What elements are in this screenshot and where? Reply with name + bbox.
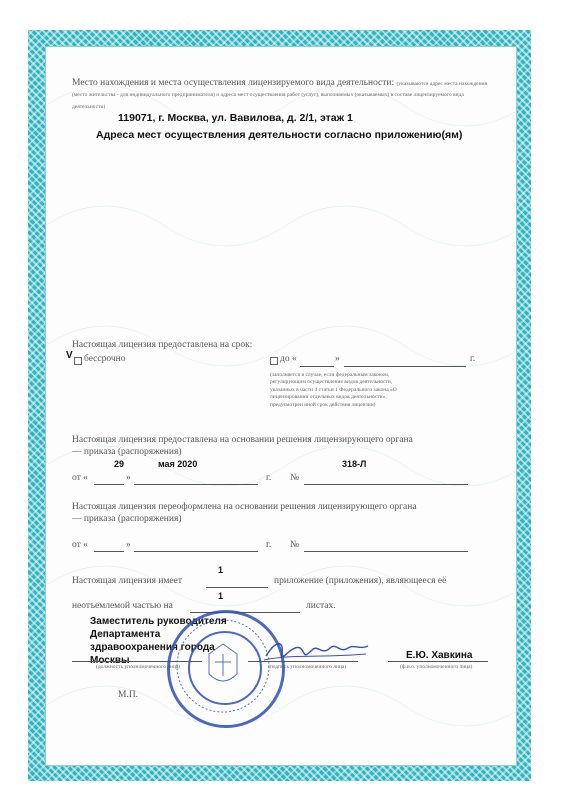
reissue-label-line1: Настоящая лицензия переоформлена на основании решения лицензирующего органа <box>72 502 417 512</box>
basis-date-line <box>134 484 258 485</box>
reissue-year-suffix: г. <box>266 540 272 550</box>
until-date-line <box>344 366 466 367</box>
until-day-line <box>300 366 334 367</box>
signatory-position-line3: здравоохранения города <box>90 642 215 653</box>
basis-month-year: мая 2020 <box>158 459 198 469</box>
basis-day-line <box>94 484 124 485</box>
address: 119071, г. Москва, ул. Вавилова, д. 2/1, этаж 1 <box>118 112 353 124</box>
seal-emblem-icon <box>167 610 279 722</box>
reissue-quote-close: » <box>126 540 131 550</box>
position-caption: (должность уполномоченного лица) <box>96 664 181 670</box>
signatory-position-line1: Заместитель руководителя <box>90 616 227 627</box>
annex-text-part2: приложение (приложения), являющееся её <box>274 576 447 586</box>
signatory-position-line2: Департамента <box>90 629 161 640</box>
check-mark: V <box>66 350 73 361</box>
name-line <box>388 661 488 662</box>
indefinite-checkbox <box>74 357 82 365</box>
basis-from: от « <box>72 473 88 483</box>
basis-quote-close: » <box>126 473 131 483</box>
basis-label-line2: — приказа (распоряжения) <box>72 447 182 457</box>
location-label-block <box>72 78 492 112</box>
annex-count-line <box>206 587 268 588</box>
name-caption: (ф.и.о. уполномоченного лица) <box>400 664 473 670</box>
until-suffix: г. <box>470 354 476 364</box>
annex-text-part4: листах. <box>306 601 336 611</box>
basis-year-suffix: г. <box>266 473 272 483</box>
term-label: Настоящая лицензия предоставлена на срок: <box>72 340 253 350</box>
basis-number: 318-Л <box>342 459 367 469</box>
annex-count: 1 <box>218 565 224 575</box>
basis-label-line1: Настоящая лицензия предоставлена на основании решения лицензирующего органа <box>72 435 413 445</box>
reissue-number-line <box>304 551 468 552</box>
reissue-date-line <box>134 551 258 552</box>
basis-number-line <box>304 484 468 485</box>
reissue-label-line2: — приказа (распоряжения) <box>72 514 182 524</box>
reissue-label <box>72 502 482 524</box>
annex-text-part1: Настоящая лицензия имеет <box>72 576 183 586</box>
term-note: (заполняется в случае, если федеральным законом, регулирующим осуществление видов деятельности, указанных в части 4 статьи 1 Федерального закона «О лицензировании отдельных видов деятельности», предусмотрен иной срок действия лицензии) <box>270 372 397 408</box>
stamp-place: М.П. <box>118 690 139 700</box>
basis-label <box>72 435 482 457</box>
basis-day: 29 <box>114 459 125 469</box>
basis-number-label: № <box>290 473 300 483</box>
until-checkbox <box>270 357 278 365</box>
location-label: Место нахождения и места осуществления лицензируемого вида деятельности: <box>72 78 395 88</box>
signature-caption: (подпись уполномоченного лица) <box>268 664 347 670</box>
location-note: (указываются адрес места нахождения (место жительства - для индивидуального предпринимателя) и адреса мест осуществления работ (услуг), выполняемых (оказываемых) в составе лицензируемого вида деятельности) <box>72 81 487 110</box>
reissue-from: от « <box>72 540 88 550</box>
signatory-position-line4: Москвы <box>90 655 130 666</box>
annex-sheets: 1 <box>218 591 224 601</box>
until-prefix: до « <box>280 354 297 364</box>
reissue-day-line <box>94 551 124 552</box>
signatory-name: Е.Ю. Хавкина <box>406 650 473 661</box>
addresses-title: Адреса мест осуществления деятельности согласно приложению(ям) <box>96 129 463 141</box>
until-mid: » <box>335 354 340 364</box>
annex-text-part3: неотъемлемой частью на <box>72 601 173 611</box>
signature-icon <box>262 634 372 666</box>
indefinite-label: бессрочно <box>84 354 126 364</box>
reissue-number-label: № <box>290 540 300 550</box>
